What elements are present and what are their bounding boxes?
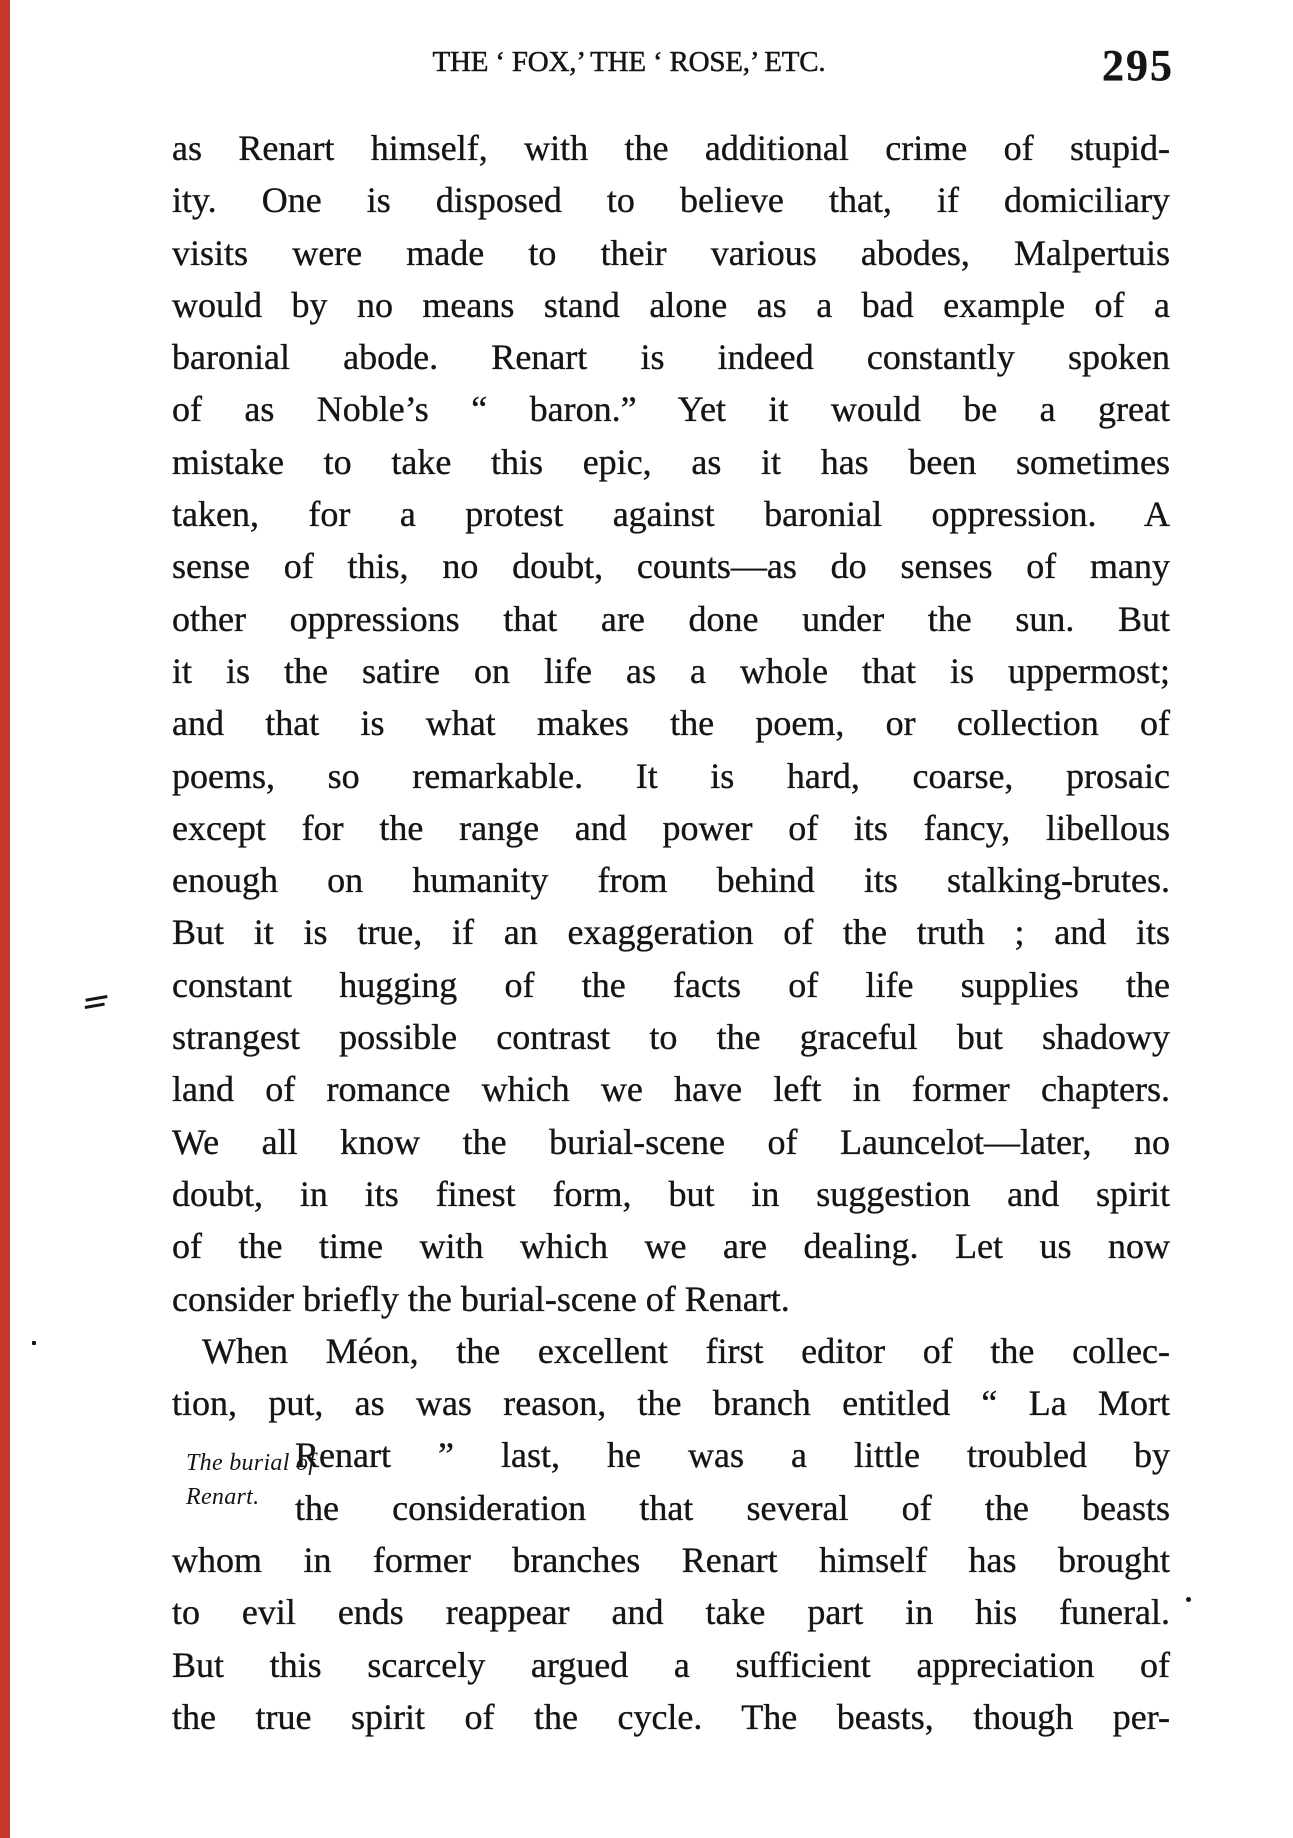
text-line: of the time with which we are dealing. Let us now (172, 1226, 1170, 1267)
page-edge-red-stripe (0, 0, 10, 1838)
text-line: the consideration that several of the beasts (295, 1487, 1170, 1528)
text-line: visits were made to their various abodes, Malpertuis (172, 232, 1170, 273)
text-line: doubt, in its finest form, but in suggestion and spirit (172, 1173, 1170, 1214)
text-line: to evil ends reappear and take part in his funeral. (172, 1592, 1170, 1633)
text-line: it is the satire on life as a whole that is uppermost; (172, 650, 1170, 691)
text-line: ity. One is disposed to believe that, if domiciliary (172, 180, 1170, 221)
text-line: as Renart himself, with the additional crime of stupid- (172, 128, 1170, 168)
text-line: would by no means stand alone as a bad example of a (172, 284, 1170, 325)
text-line: We all know the burial-scene of Launcelot—later, no (172, 1121, 1170, 1162)
text-line: the true spirit of the cycle. The beasts, though per- (172, 1696, 1170, 1737)
text-line: other oppressions that are done under the sun. But (172, 598, 1170, 639)
text-line: mistake to take this epic, as it has been sometimes (172, 441, 1170, 482)
margin-note-line: The burial of (186, 1450, 316, 1476)
text-line: land of romance which we have left in former chapters. (172, 1069, 1170, 1110)
text-line: Renart ” last, he was a little troubled by (295, 1435, 1170, 1476)
text-line: consider briefly the burial-scene of Renart. (172, 1278, 790, 1319)
text-line: except for the range and power of its fancy, libellous (172, 807, 1170, 848)
running-header-title: THE ‘ FOX,’ THE ‘ ROSE,’ ETC. (432, 46, 826, 78)
margin-note (186, 1446, 315, 1514)
text-line: baronial abode. Renart is indeed constantly spoken (172, 337, 1170, 378)
text-line: constant hugging of the facts of life supplies the (172, 964, 1170, 1005)
text-line: But it is true, if an exaggeration of the truth ; and its (172, 912, 1170, 953)
margin-note-line: Renart. (186, 1484, 260, 1510)
text-line: taken, for a protest against baronial oppression. A (172, 494, 1170, 535)
text-line: and that is what makes the poem, or collection of (172, 703, 1170, 744)
text-line: of as Noble’s “ baron.” Yet it would be a great (172, 389, 1170, 430)
text-line: tion, put, as was reason, the branch entitled “ La Mort (172, 1383, 1170, 1424)
text-line: enough on humanity from behind its stalking-brutes. (172, 860, 1170, 901)
text-line: sense of this, no doubt, counts—as do senses of many (172, 546, 1170, 587)
text-line: poems, so remarkable. It is hard, coarse, prosaic (172, 755, 1170, 796)
text-line: When Méon, the excellent first editor of the collec- (202, 1330, 1170, 1371)
text-line: But this scarcely argued a sufficient appreciation of (172, 1644, 1170, 1685)
scan-mark-small-dot (32, 1341, 36, 1345)
scan-mark-round-dot (1186, 1597, 1191, 1602)
text-line: whom in former branches Renart himself has brought (172, 1540, 1170, 1581)
scan-mark-double-dash (83, 993, 109, 1010)
page-number: 295 (1102, 41, 1174, 90)
body-text-block (172, 122, 1170, 1743)
text-line: strangest possible contrast to the graceful but shadowy (172, 1017, 1170, 1058)
